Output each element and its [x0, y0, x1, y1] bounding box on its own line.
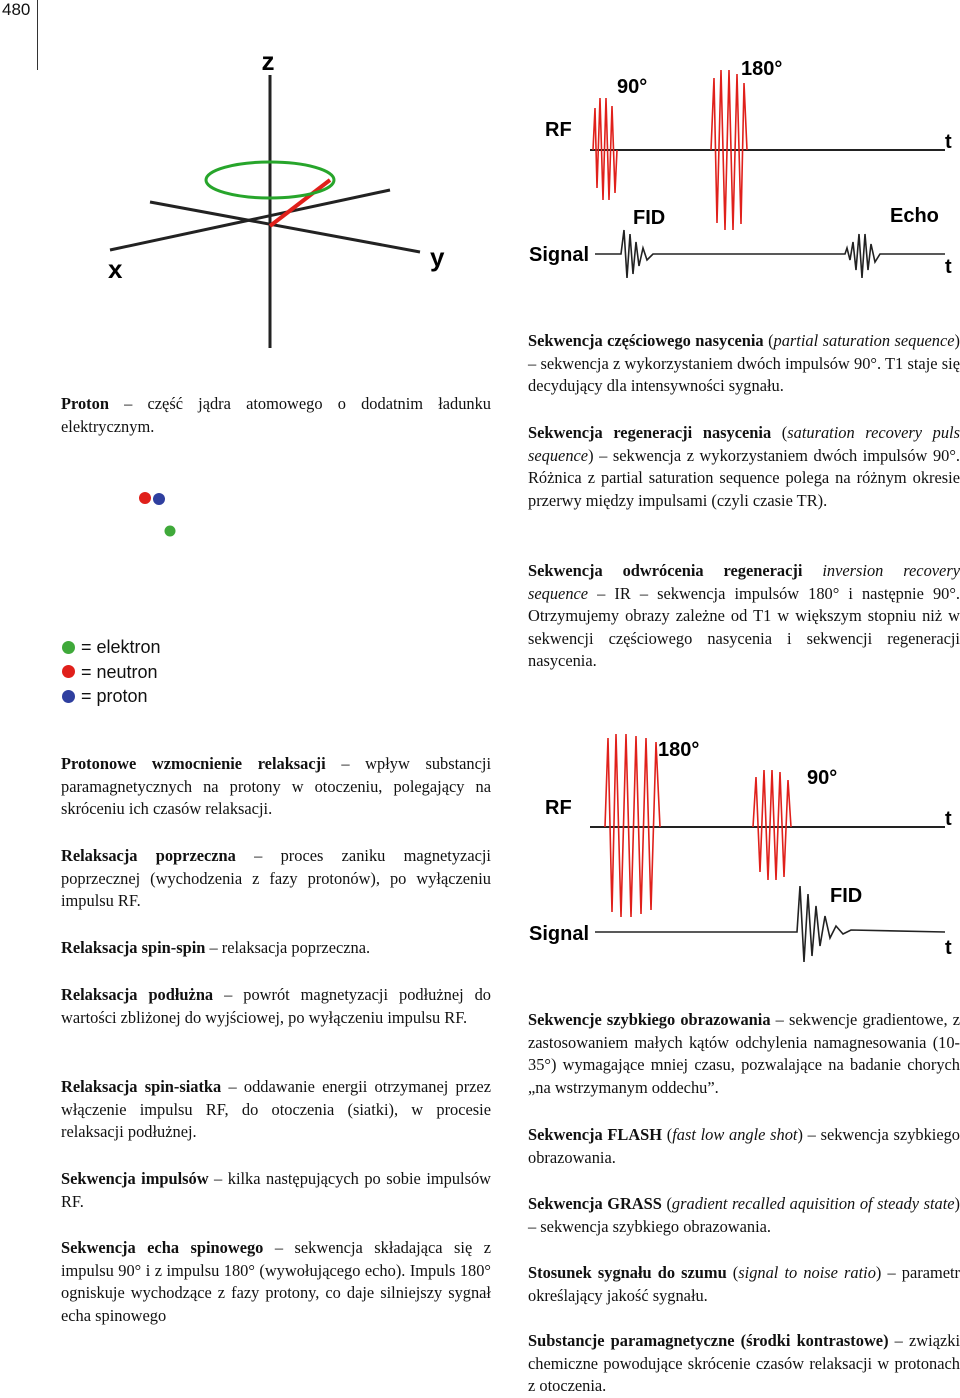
legend-item-electron: = elektron — [62, 635, 161, 660]
def-relaksacja-podluzna: Relaksacja podłużna – powrót magnetyzacji podłużnej do wartości zbliżonej do wyjściowej, po wyłączeniu impulsu RF. — [61, 985, 492, 1027]
magnetization-vector — [270, 180, 330, 226]
atom-illustration — [135, 488, 180, 543]
echo-label: Echo — [890, 205, 939, 227]
def-relaksacja-spin-spin: Relaksacja spin-spin – relaksacja poprzeczna. — [61, 938, 371, 957]
rf-pulse-180-2 — [605, 734, 660, 917]
def-relaksacja-poprzeczna: Relaksacja poprzeczna – proces zaniku magnetyzacji poprzecznej (wychodzenia z fazy protonów), po wyłączeniu impulsu RF. — [61, 846, 491, 911]
def-sekwencja-odwrocenia-regeneracji: Sekwencja odwrócenia regeneracji inversion recovery sequence – IR – sekwencja impulsów 180° i następnie 90°. Otrzymujemy obrazy zależne od T1 w większym stopniu niż w sekwencji częściowego nasycenia i sekwencji regeneracji nasycenia. — [528, 561, 960, 671]
def-proton: Proton – część jądra atomowego o dodatnim ładunku elektrycznym. — [61, 394, 491, 436]
pulse-180-label: 180° — [741, 58, 783, 80]
def-sekwencja-czesciowego-nasycenia: Sekwencja częściowego nasycenia (partial saturation sequence) – sekwencja z wykorzystaniem dwóch impulsów 90°. T1 staje się decydujący dla intensywności sygnału. — [528, 331, 960, 396]
neutron-icon — [62, 665, 75, 678]
pulse-sequence-diagram-2 — [525, 722, 960, 972]
rf-label-2: RF — [545, 797, 572, 819]
z-label: z — [261, 46, 275, 76]
electron-icon — [62, 641, 75, 654]
rf-label: RF — [545, 119, 572, 141]
time-label-2: t — [945, 256, 952, 278]
page-number: 480 — [2, 0, 31, 19]
pulse-180-label-2: 180° — [658, 739, 700, 761]
legend — [62, 635, 161, 709]
proton-dot — [153, 493, 165, 505]
signal-trace-2 — [595, 886, 945, 962]
time-label-4: t — [945, 937, 952, 959]
pulse-sequence-diagram-1 — [525, 48, 960, 288]
axes-diagram — [90, 40, 470, 355]
legend-item-proton: = proton — [62, 684, 161, 709]
def-sekwencje-szybkiego-obrazowania: Sekwencje szybkiego obrazowania – sekwencje gradientowe, z zastosowaniem małych kątów odchylenia namagnesowania (10-35°) wymagające mniej czasu, pozwalające na badanie chorych „na wstrzymanym oddechu”. — [528, 1010, 960, 1097]
signal-label: Signal — [529, 244, 590, 266]
x-label: x — [108, 254, 123, 284]
def-sekwencja-echa-spinowego: Sekwencja echa spinowego – sekwencja składająca się z impulsu 90° i z impulsu 180° (wywołującego echo). Impuls 180° ogniskuje wychodzące z fazy protony, co daje silniejszy sygnał echa spinowego — [61, 1238, 491, 1325]
def-sekwencja-flash: Sekwencja FLASH (fast low angle shot) – sekwencja szybkiego obrazowania. — [528, 1125, 960, 1167]
page-rule — [37, 0, 38, 70]
def-stosunek-sygnalu-do-szumu: Stosunek sygnału do szumu (signal to noise ratio) – parametr określający jakość sygnału. — [528, 1263, 960, 1305]
time-label-3: t — [945, 808, 952, 830]
def-protonowe-wzmocnienie: Protonowe wzmocnienie relaksacji – wpływ substancji paramagnetycznych na protony w otoczeniu, polegający na skróceniu ich czasów relaksacji. — [61, 754, 491, 819]
fid-label: FID — [633, 207, 666, 229]
rf-pulse-90 — [593, 98, 617, 200]
time-label: t — [945, 131, 952, 153]
neutron-dot — [139, 492, 151, 504]
rf-pulse-90-2 — [753, 770, 791, 880]
signal-label-2: Signal — [529, 923, 590, 945]
def-relaksacja-spin-siatka: Relaksacja spin-siatka – oddawanie energii otrzymanej przez włączenie impulsu RF, do otoczenia (siatki), w procesie relaksacji podłużnej. — [61, 1077, 491, 1142]
y-axis — [150, 202, 420, 252]
legend-item-neutron: = neutron — [62, 660, 161, 685]
signal-trace — [595, 230, 945, 278]
proton-icon — [62, 690, 75, 703]
pulse-90-label: 90° — [617, 76, 648, 98]
def-sekwencja-regeneracji-nasycenia: Sekwencja regeneracji nasycenia (saturation recovery puls sequence) – sekwencja z wykorzystaniem dwóch impulsów 90°. Różnica z partial saturation sequence polega na różnym okresie przerwy między impulsami (czyli czasie TR). — [528, 423, 960, 510]
y-label: y — [430, 242, 445, 272]
pulse-90-label-2: 90° — [807, 767, 838, 789]
electron-dot — [165, 526, 176, 537]
def-sekwencja-grass: Sekwencja GRASS (gradient recalled aquisition of steady state) – sekwencja szybkiego obrazowania. — [528, 1194, 960, 1236]
def-substancje-paramagnetyczne: Substancje paramagnetyczne (środki kontrastowe) – związki chemiczne powodujące skrócenie czasów relaksacji w protonach z otoczenia. — [528, 1331, 960, 1396]
fid-label-2: FID — [830, 885, 863, 907]
def-sekwencja-impulsow: Sekwencja impulsów – kilka następujących po sobie impulsów RF. — [61, 1169, 491, 1211]
